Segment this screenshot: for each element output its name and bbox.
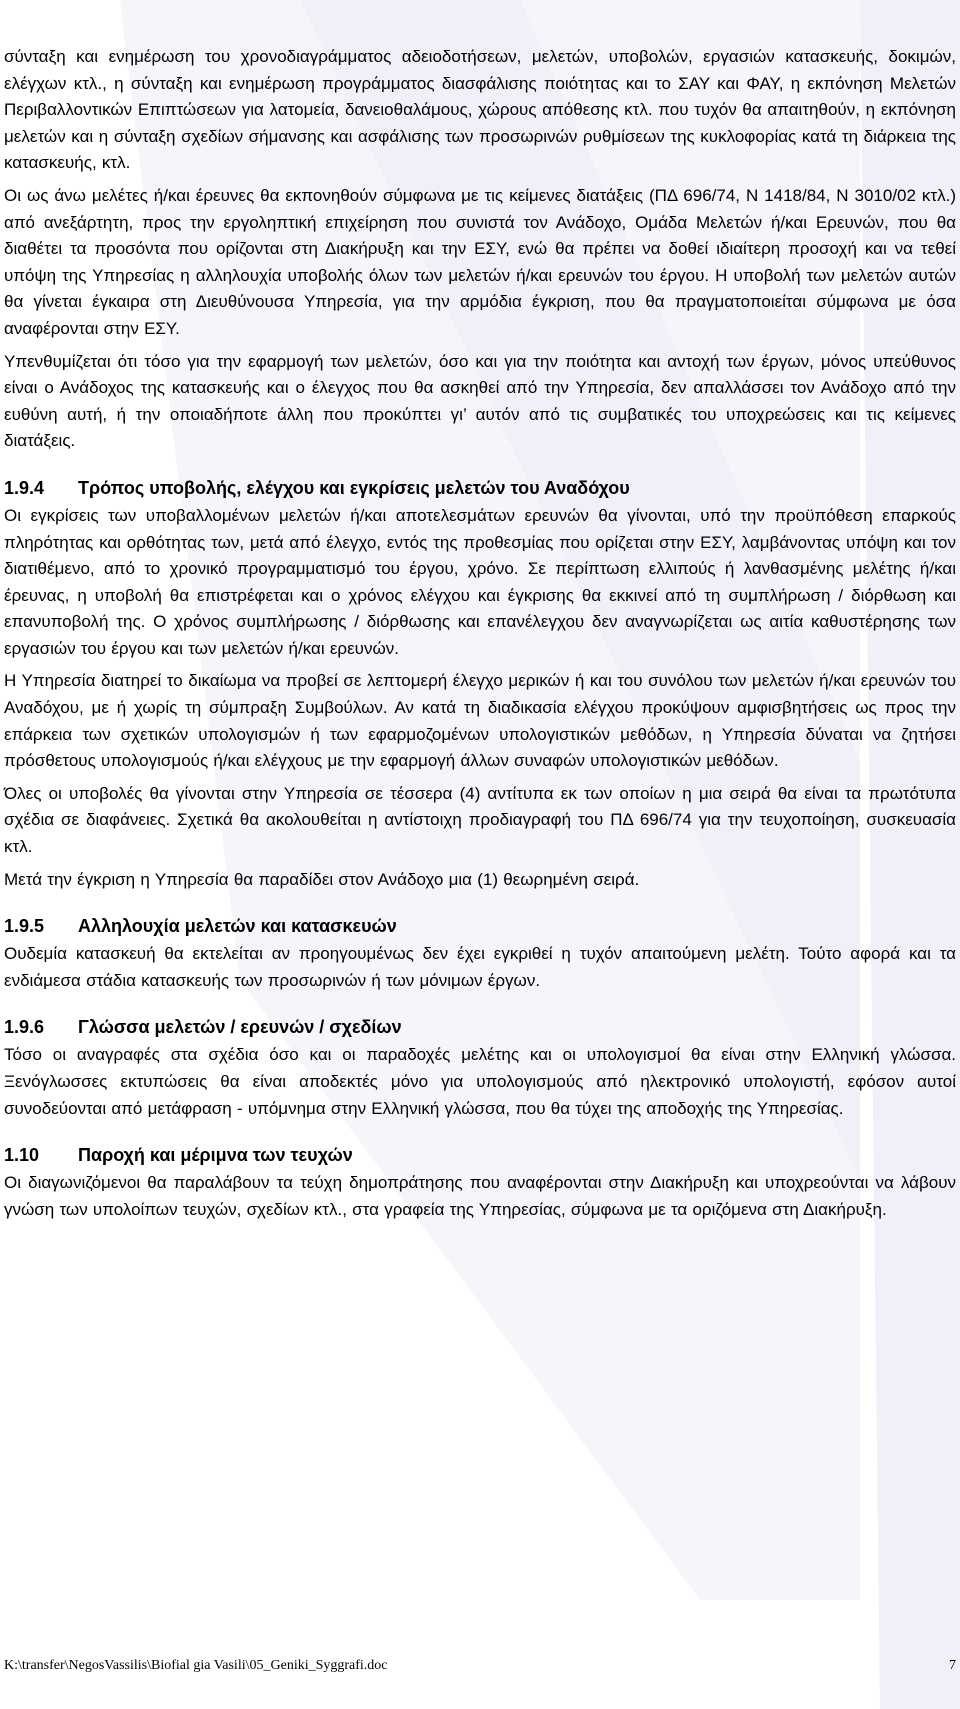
file-path: K:\transfer\NegosVassilis\Biofial gia Vasili\05_Geniki_Syggrafi.doc	[4, 1658, 388, 1673]
intro-paragraph: Οι ως άνω μελέτες ή/και έρευνες θα εκπονηθούν σύμφωνα με τις κείμενες διατάξεις (ΠΔ 696/74, Ν 1418/84, Ν 3010/02 κτλ.) από ανεξάρτητη, προς την εργοληπτική επιχείρηση που συνιστά τον Ανάδοχο, Ομάδα Μελετών ή/και Ερευνών, που θα διαθέτει τα προσόντα που ορίζονται στη Διακήρυξη και την ΕΣΥ, ενώ θα πρέπει να δοθεί ιδιαίτερη προσοχή και να τεθεί υπόψη της Υπηρεσίας η αλληλουχία υποβολής όλων των μελετών ή/και ερευνών του έργου. Η υποβολή των μελετών αυτών θα γίνεται έγκαιρα στη Διευθύνουσα Υπηρεσία, για την αρμόδια έγκριση, που θα πραγματοποιείται σύμφωνα με όσα αναφέρονται στην ΕΣΥ.	[4, 185, 956, 338]
section-title: Τρόπος υποβολής, ελέγχου και εγκρίσεις μελετών του Αναδόχου	[78, 477, 630, 498]
section-paragraph: Οι εγκρίσεις των υποβαλλομένων μελετών ή/και αποτελεσμάτων ερευνών θα γίνονται, υπό την προϋπόθεση επαρκούς πληρότητας και ορθότητας των, μετά από έλεγχο, εντός της προθεσμίας που ορίζεται στην ΕΣΥ, λαμβάνοντας υπόψη και τον διατιθέμενο, από το χρονικό προγραμματισμό του έργου, χρόνο. Σε περίπτωση ελλιπούς ή λανθασμένης μελέτης ή/και έρευνας, η υποβολή θα επιστρέφεται και ο χρόνος ελέγχου και έγκρισης θα εκκινεί από τη συμπλήρωση / διόρθωση και επανυποβολή της. Ο χρόνος συμπλήρωσης / διόρθωσης και επανέλεγχου δεν αναγνωρίζεται ως αιτία καθυστέρησης των εργασιών του έργου και των μελετών ή/και ερευνών.	[4, 505, 956, 658]
section-number: 1.9.4	[4, 477, 45, 498]
section-heading-1-10	[4, 1142, 956, 1168]
intro-paragraph: σύνταξη και ενημέρωση του χρονοδιαγράμματος αδειοδοτήσεων, μελετών, υποβολών, εργασιών κατασκευής, δοκιμών, ελέγχων κτλ., η σύνταξη και ενημέρωση προγράμματος διασφάλισης ποιότητας και το ΣΑΥ και ΦΑΥ, η εκπόνηση Μελετών Περιβαλλοντικών Επιπτώσεων για λατομεία, δανειοθαλάμους, χώρους απόθεσης κτλ. που τυχόν θα απαιτηθούν, η εκπόνηση μελετών και η σύνταξη σχεδίων σήμανσης και ασφάλισης των προσωρινών ρυθμίσεων της κυκλοφορίας κατά τη διάρκεια της κατασκευής, κτλ.	[4, 47, 956, 173]
page-footer	[4, 1658, 956, 1674]
section-paragraph: Μετά την έγκριση η Υπηρεσία θα παραδίδει στον Ανάδοχο μια (1) θεωρημένη σειρά.	[4, 869, 640, 889]
section-number: 1.9.6	[4, 1017, 45, 1038]
section-paragraph: Η Υπηρεσία διατηρεί το δικαίωμα να προβεί σε λεπτομερή έλεγχο μερικών ή και του συνόλου των μελετών ή/και ερευνών του Αναδόχου, με ή χωρίς τη σύμπραξη Συμβούλων. Αν κατά τη διαδικασία ελέγχου προκύψουν αμφισβητήσεις ως προς την επάρκεια των σχετικών υπολογισμών ή των εφαρμοζομένων υπολογιστικών μεθόδων, η Υπηρεσία δύναται να ζητήσει πρόσθετους υπολογισμούς ή/και ελέγχους με την εφαρμογή άλλων συναφών υπολογιστικών μεθόδων.	[4, 671, 956, 771]
section-paragraph: Τόσο οι αναγραφές στα σχέδια όσο και οι παραδοχές μελέτης και οι υπολογισμοί θα είναι στην Ελληνική γλώσσα. Ξενόγλωσσες εκτυπώσεις θα είναι αποδεκτές μόνο για υπολογισμούς από ηλεκτρονικό υπολογιστή, εφόσον αυτοί συνοδεύονται από μετάφραση - υπόμνημα στην Ελληνική γλώσσα, που θα τύχει της αποδοχής της Υπηρεσίας.	[4, 1045, 956, 1118]
page-number: 7	[949, 1658, 956, 1673]
section-heading-1-9-5	[4, 913, 956, 939]
document-body	[0, 44, 956, 1229]
section-paragraph: Όλες οι υποβολές θα γίνονται στην Υπηρεσία σε τέσσερα (4) αντίτυπα εκ των οποίων η μια σειρά θα είναι τα πρωτότυπα σχέδια σε διαφάνειες. Σχετικά θα ακολουθείται η αντίστοιχη προδιαγραφή του ΠΔ 696/74 για την τευχοποίηση, συσκευασία κτλ.	[4, 783, 956, 857]
section-title: Αλληλουχία μελετών και κατασκευών	[78, 916, 397, 937]
section-title: Παροχή και μέριμνα των τευχών	[78, 1145, 353, 1166]
section-title: Γλώσσα μελετών / ερευνών / σχεδίων	[78, 1017, 402, 1038]
section-paragraph: Οι διαγωνιζόμενοι θα παραλάβουν τα τεύχη δημοπράτησης που αναφέρονται στην Διακήρυξη και υποχρεούνται να λάβουν γνώση των υπολοίπων τευχών, σχεδίων κτλ., στα γραφεία της Υπηρεσίας, σύμφωνα με τα οριζόμενα στη Διακήρυξη.	[4, 1173, 956, 1219]
intro-paragraph: Υπενθυμίζεται ότι τόσο για την εφαρμογή των μελετών, όσο και για την ποιότητα και αντοχή των έργων, μόνος υπεύθυνος είναι ο Ανάδοχος της κατασκευής και ο έλεγχος που θα ασκηθεί από την Υπηρεσία, δεν απαλλάσσει τον Ανάδοχο από την ευθύνη αυτή, ή την οποιαδήποτε άλλη που προκύπτει γι’ αυτόν από τις συμβατικές του υποχρεώσεις και τις κείμενες διατάξεις.	[4, 351, 956, 451]
section-paragraph: Ουδεμία κατασκευή θα εκτελείται αν προηγουμένως δεν έχει εγκριθεί η τυχόν απαιτούμενη μελέτη. Τούτο αφορά και τα ενδιάμεσα στάδια κατασκευής των προσωρινών ή των μόνιμων έργων.	[4, 944, 956, 990]
section-heading-1-9-4	[4, 475, 956, 501]
section-number: 1.10	[4, 1145, 40, 1166]
section-heading-1-9-6	[4, 1014, 956, 1040]
section-number: 1.9.5	[4, 916, 45, 937]
